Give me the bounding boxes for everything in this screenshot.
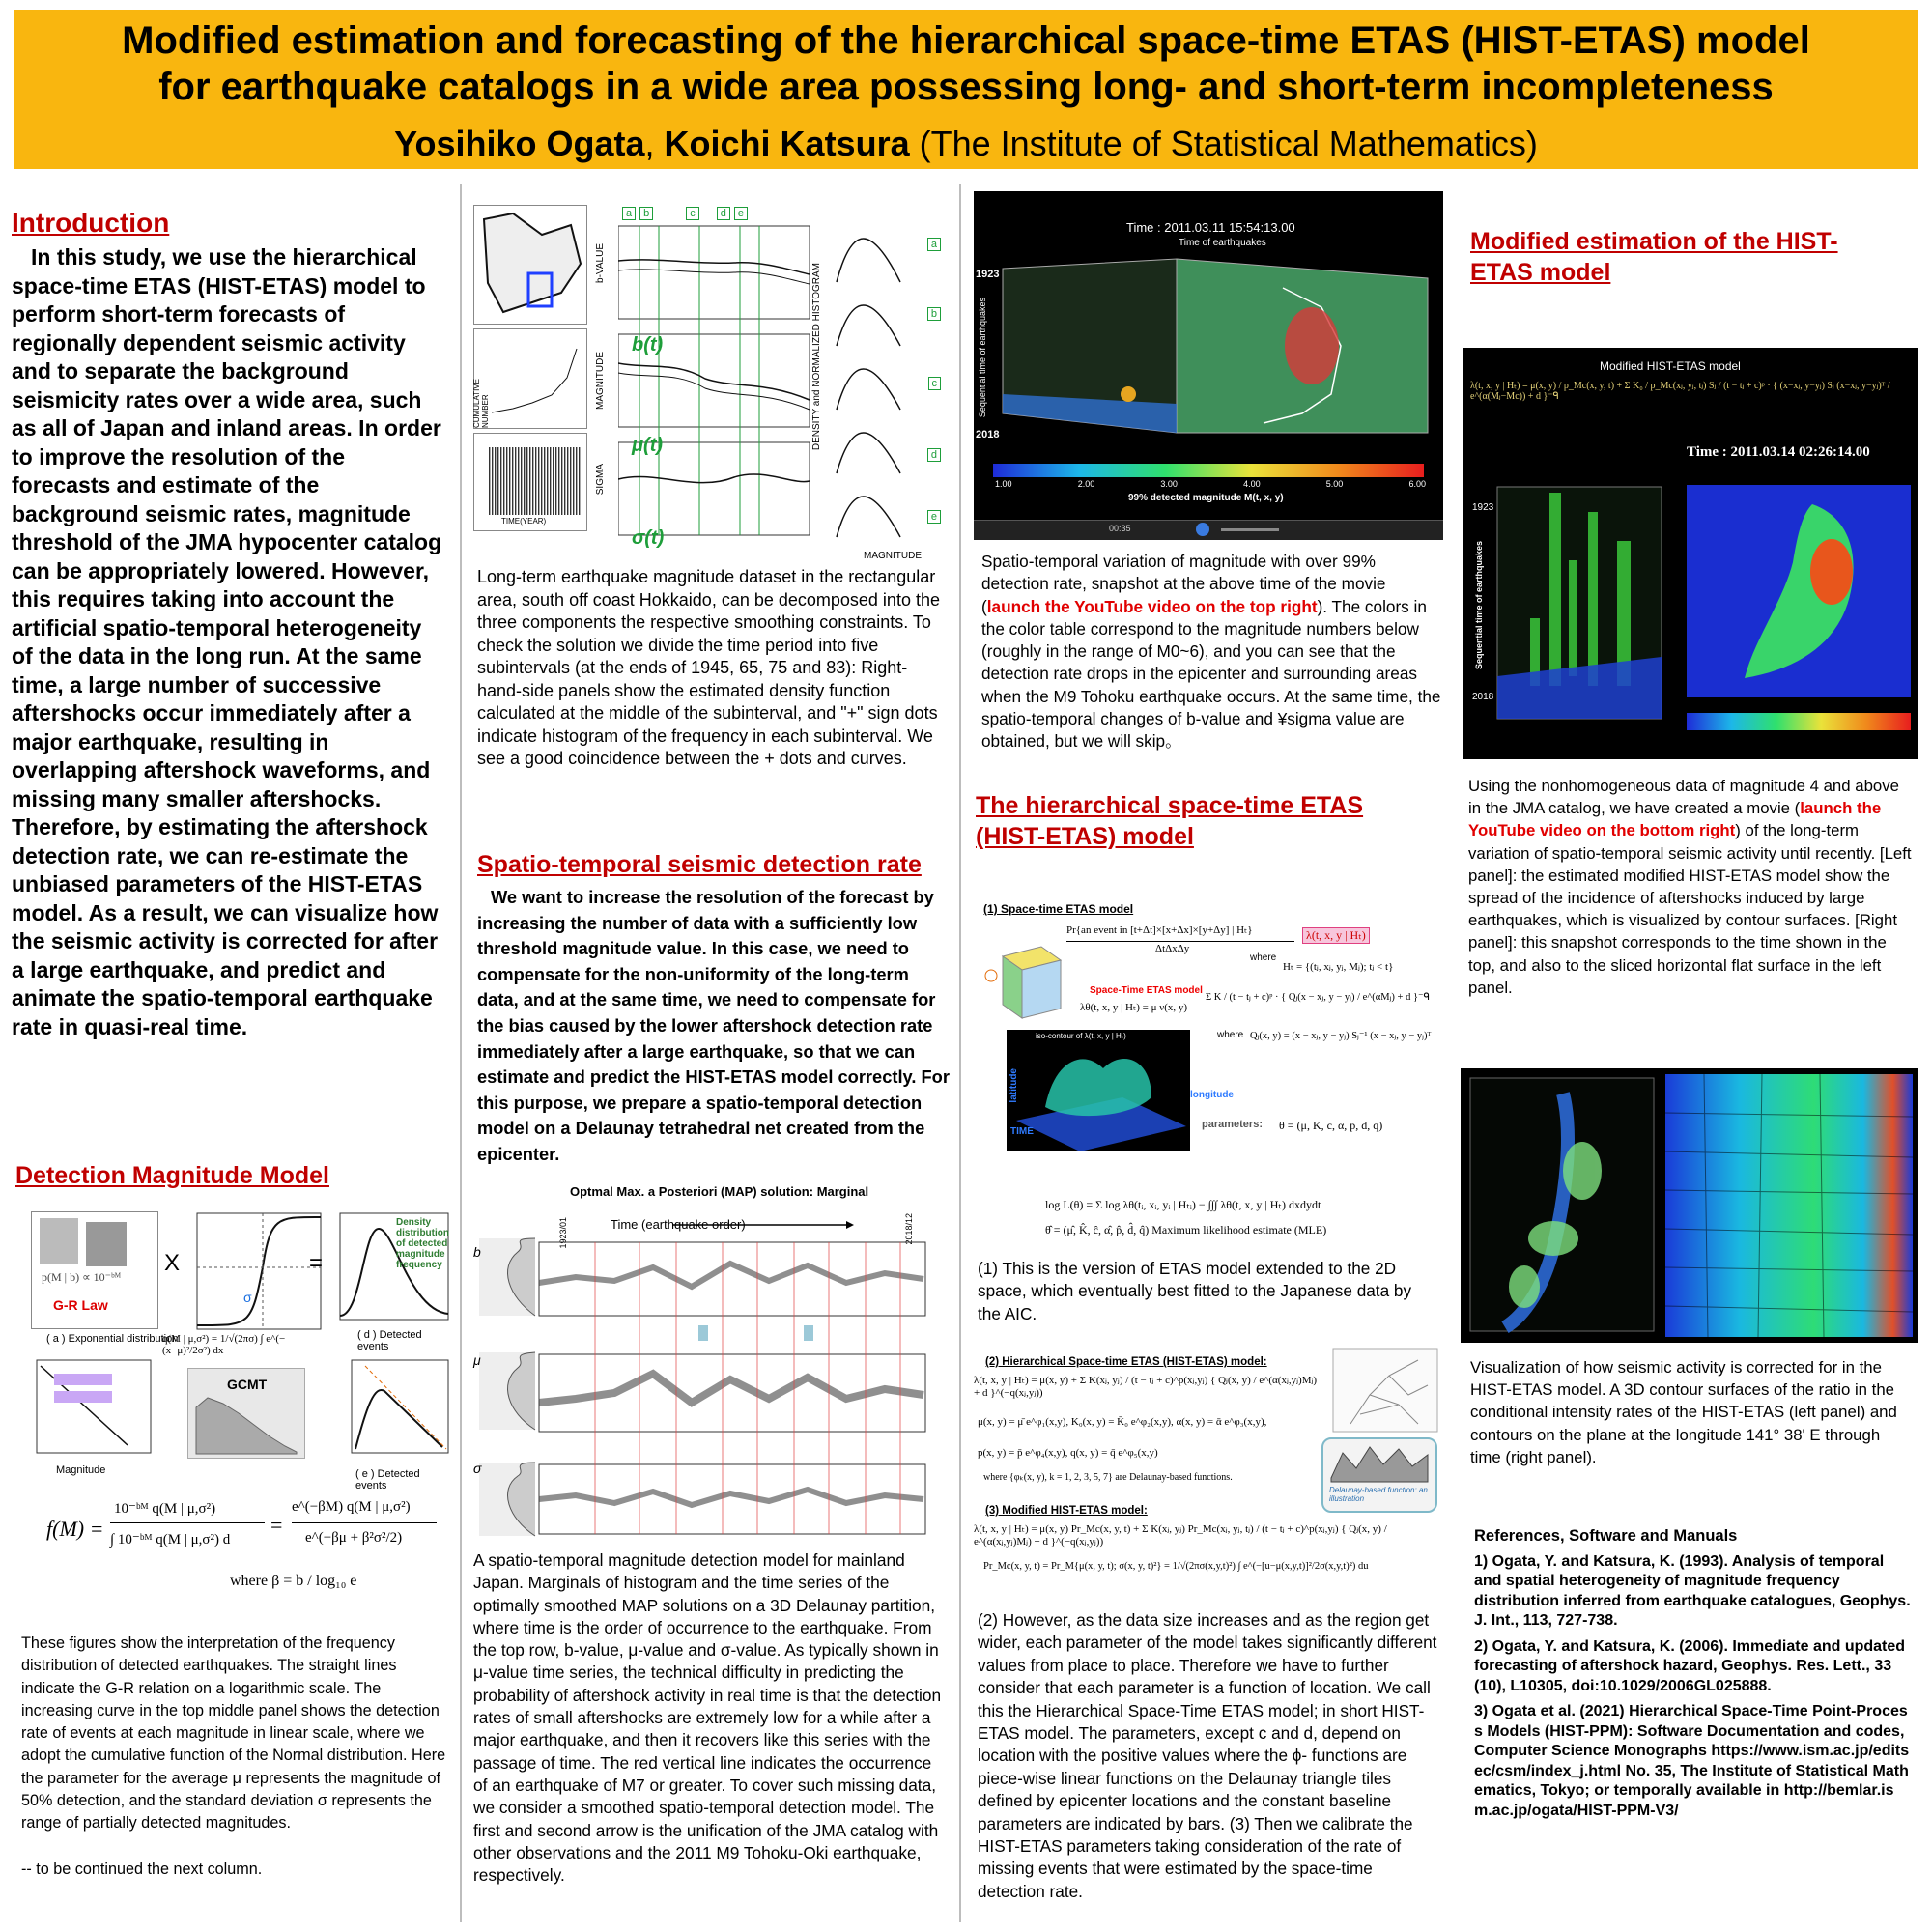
gcmt-shape	[196, 1398, 297, 1454]
density-axis-label: DENSITY and NORMALIZED HISTOGRAM	[811, 263, 822, 451]
detection-model-section	[15, 1161, 450, 1190]
intensity-map	[1687, 485, 1911, 697]
continued-note: -- to be continued the next column.	[21, 1860, 263, 1878]
equals-sign: =	[309, 1250, 324, 1276]
arrow-1	[698, 1325, 708, 1341]
start-date: 1923/01	[558, 1217, 568, 1249]
intensity-map-shape	[1687, 485, 1911, 697]
sigma-curve	[618, 474, 810, 483]
caption-d: ( d ) Detected events	[357, 1329, 422, 1352]
row-label-sigma: σ	[473, 1461, 482, 1476]
hist-etas-heading: The hierarchical space-time ETAS (HIST-ETAS) model	[976, 792, 1364, 850]
fraction-bar	[110, 1522, 265, 1523]
high-intensity-area	[1810, 539, 1853, 605]
mod-year-top: 1923	[1472, 502, 1494, 513]
time-arrow-head	[846, 1221, 854, 1229]
fraction-bar	[1066, 941, 1294, 942]
formula-den1: ∫ 10⁻ᵇᴹ q(M | μ,σ²) d	[110, 1532, 231, 1548]
column-divider	[460, 184, 462, 1922]
detection-caption: These figures show the interpretation of the frequency distribution of detected earthquakes. The straight lines indicate the G-R relation on a logarithmic scale. The increasing curve in the top middle panel shows the detection rate of events at each magnitude in linear scale, where we adopt the cumulative function of the Normal distribution. Here the parameter for the average μ represents the magnitude of 50% detection, and the standard deviation σ represents the range of partially detected magnitudes.	[21, 1634, 446, 1833]
cube-right	[1022, 960, 1061, 1018]
caption-e: ( e ) Detected events	[355, 1468, 420, 1492]
hist-para-2: (2) However, as the data size increases and as the region get wider, each parameter of the model takes significantly different values from place to place. Therefore we have to further consider that each parameter is a function of location. We call this the Hierarchical Space-Time ETAS model; in short HIST-ETAS model. The parameters, except c and d, depend on location with the positive values where the ϕ- functions are piece-wise linear functions on the Delaunay triangle tiles defined by epicenter locations and the constant baseline parameters are indicated by bars. (3) Then we calibrate the HIST-ETAS parameters taking consideration of the rate of missing events that were estimated by the space-time detection rate.	[978, 1610, 1437, 1901]
gcmt-histogram	[187, 1368, 305, 1459]
sigma-t-label: σ(t)	[632, 527, 665, 549]
longitude-label: longitude	[1190, 1090, 1234, 1100]
bar-field	[488, 447, 582, 515]
b-t-label: b(t)	[632, 334, 664, 355]
mu-curve	[618, 363, 810, 400]
scale-tick: 3.00	[1160, 479, 1178, 489]
gr-law-panel	[31, 1211, 158, 1329]
title-line-1: Modified estimation and forecasting of the hierarchical space-time ETAS (HIST-ETAS) model	[122, 19, 1810, 62]
times-sign: X	[164, 1250, 181, 1276]
log-frequency-plot	[346, 1356, 452, 1464]
title-banner	[14, 10, 1918, 169]
detected-frequency-formula	[46, 1492, 452, 1569]
where-label-2: where	[1217, 1030, 1244, 1040]
youtube-link-bottom-right[interactable]: launch the YouTube video on the bottom right	[1468, 799, 1882, 840]
references-section	[1474, 1526, 1911, 1827]
interval-label: a	[622, 207, 636, 220]
sigma-row	[479, 1463, 925, 1536]
introduction-heading: Introduction	[12, 208, 170, 238]
cdf-formula: q(M | μ,σ²) = 1/√(2πσ) ∫ e^(−(x−μ)²/2σ²) dx	[162, 1333, 286, 1356]
hist-etas-section	[976, 790, 1420, 852]
density-label: Density distribution of detected magnitude frequency	[396, 1217, 449, 1270]
scale-ticks	[995, 479, 1426, 489]
interval-label: b	[639, 207, 653, 220]
spatio-temporal-section	[477, 850, 951, 1168]
modified-eq-a: λ(t, x, y | Hₜ) = μ(x, y) Pr_Mc(x, y, t) + Σ K(xⱼ, yⱼ) Pr_Mc(xⱼ, yⱼ, tⱼ) / (t − tⱼ + c)^p(xⱼ,yⱼ) { Qⱼ(x, y) / e^(α(xⱼ,yⱼ)Mⱼ) + d }^(−q(xⱼ,yⱼ))	[974, 1523, 1387, 1548]
reference-item: 1) Ogata, Y. and Katsura, K. (1993). Analysis of temporal and spatial heterogeneity of magnitude frequency distribution inferred from earthquake catalogues, Geophys. J. Int., 113, 727-738.	[1474, 1552, 1911, 1629]
reference-item: 2) Ogata, Y. and Katsura, K. (2006). Immediate and updated forecasting of aftershock hazard, Geophys. Res. Lett., 33 (10), L10305, doi:10.1029/2006GL025888.	[1474, 1637, 1906, 1694]
modified-estimation-section	[1470, 226, 1895, 288]
mle-formula: θ̂ = (μ̂, K̂, ĉ, α̂, p̂, d̂, q̂) Maximum likelihood estimate (MLE)	[1045, 1223, 1327, 1236]
scale-label: 99% detected magnitude M(t, x, y)	[1128, 493, 1284, 503]
cumulative-axis-label: CUMULATIVE NUMBER	[472, 379, 490, 428]
modified-estimation-heading: Modified estimation of the HIST-ETAS model	[1470, 228, 1838, 286]
cdf-curve	[197, 1217, 324, 1325]
modified-time: Time : 2011.03.14 02:26:14.00	[1687, 444, 1870, 460]
reference-item: 3) Ogata et al. (2021) Hierarchical Space-Time Point-Process Models (HIST-PPM): Software Documentation and codes, Computer Science Monographs https://www.ism.ac.jp/editsec/csm/index_j.html No. 35, The Institute of Statistical Mathematics, Tokyo; or temporally available in http://bemlar.ism.ac.jp/ogata/HIST-PPM-V3/	[1474, 1703, 1910, 1819]
scale-tick: 4.00	[1243, 479, 1261, 489]
formula-box	[54, 1374, 112, 1385]
ratio-3d-volume	[1466, 1074, 1660, 1337]
author-1: Yosihiko Ogata	[394, 124, 645, 163]
spatio-temporal-body: We want to increase the resolution of the forecast by increasing the number of data with a sufficiently low threshold magnitude value. In this case, we need to compensate for the non-uniformity of the long-term data, and at the same time, we need to compensate for the bias caused by the lower aftershock detection rate immediately after a large earthquake, so that we can estimate and predict the HIST-ETAS model correctly. For this purpose, we prepare a spatio-temporal detection model on a Delaunay tetrahedral net created from the epicenter.	[477, 887, 950, 1164]
detection-rate-plot	[182, 1209, 327, 1345]
magnitude-axis-label: MAGNITUDE	[595, 352, 606, 410]
hokkaido-map	[473, 205, 587, 325]
portrait-photo	[86, 1222, 127, 1266]
arrow-2	[804, 1325, 813, 1341]
density-panels	[833, 224, 945, 549]
author-separator: ,	[644, 124, 665, 163]
time-axis-label: Time (earthquake order)	[611, 1217, 746, 1232]
latitude-label: latitude	[1009, 1068, 1019, 1103]
youtube-link-top-right[interactable]: launch the YouTube video on the top right	[986, 596, 1318, 616]
history-formula: Hₜ = {(tⱼ, xⱼ, yⱼ, Mⱼ); tⱼ < t}	[1283, 961, 1394, 973]
low-detection-area	[1285, 307, 1339, 384]
density-labels	[833, 224, 945, 549]
density-label: c	[928, 377, 942, 390]
spatio-temporal-heading: Spatio-temporal seismic detection rate	[477, 851, 922, 878]
modified-fig-title: Modified HIST-ETAS model	[1600, 359, 1741, 373]
formula-num2: e^(−βM) q(M | μ,σ²)	[292, 1499, 411, 1515]
author-2: Koichi Katsura	[664, 124, 910, 163]
scale-tick: 5.00	[1325, 479, 1344, 489]
time-axis: TIME	[1010, 1126, 1034, 1137]
modified-eq-b: Pr_Mc(x, y, t) = Pr_M{μ(x, y, t); σ(x, y, t)²} = 1/√(2πσ(x,y,t)²) ∫ e^(−[u−μ(x,y,t)]²/2σ(x,y,t)²) du	[983, 1561, 1369, 1572]
sum-term: Σ K / (t − tⱼ + c)ᵖ · { Qⱼ(x − xⱼ, y − yⱼ) / e^(αMⱼ) + d }⁻ᑫ	[1206, 992, 1431, 1003]
log-likelihood: log L(θ) = Σ log λθ(tᵢ, xᵢ, yᵢ | Hₜᵢ) − ∫∫∫ λθ(t, x, y | Hₜ) dxdydt	[1045, 1198, 1321, 1211]
introduction-body: In this study, we use the hierarchical space-time ETAS (HIST-ETAS) model to perform short-term forecasts of regionally dependent seismic activity and to separate the background seismicity rates over a wide area, such as all of Japan and inland areas. In order to improve the resolution of the forecasts and estimate of the background seismic rates, magnitude threshold of the JMA hypocenter catalog can be appropriately lowered. However, this requires taking into account the artificial spatio-temporal heterogeneity of the data in the long run. At the same time, a large number of successive aftershocks occur immediately after a major earthquake, resulting in overlapping aftershock waveforms, and missing many smaller aftershocks. Therefore, by estimating the aftershock detection rate, we can re-estimate the unbiased parameters of the HIST-ETAS model. As a result, we can visualize how the seismic activity is corrected for after a large earthquake, and predict and animate the spatio-temporal earthquake rate in quasi-real time.	[12, 244, 442, 1039]
subheading-3: (3) Modified HIST-ETAS model:	[985, 1505, 1148, 1517]
title-line-2: for earthquake catalogs in a wide area possessing long- and short-term incompleteness	[158, 66, 1774, 108]
isocontour-shape	[1007, 1030, 1190, 1151]
map-solution-title: Optmal Max. a Posteriori (MAP) solution: Marginal	[570, 1184, 869, 1199]
hist-eq-d: where {φₖ(x, y), k = 1, 2, 3, 5, 7} are Delaunay-based functions.	[983, 1472, 1233, 1483]
hist-eq-b: μ(x, y) = μ̄ e^φ₁(x,y), K₀(x, y) = K̄₀ e^φ₂(x,y), α(x, y) = ᾱ e^φ₃(x,y),	[978, 1416, 1267, 1428]
formula-num1: 10⁻ᵇᴹ q(M | μ,σ²)	[114, 1501, 216, 1517]
axis-magnitude: Magnitude	[56, 1464, 106, 1476]
3d-magnitude-volume	[993, 249, 1437, 442]
map-outline	[474, 206, 586, 324]
conditional-intensity: λ(t, x, y | Hₜ)	[1302, 927, 1370, 944]
density-label: e	[927, 510, 941, 524]
cumulative-plot	[473, 328, 587, 429]
density-label: a	[927, 238, 941, 251]
interval-label: c	[686, 207, 699, 220]
fraction-bar	[292, 1522, 437, 1523]
delaunay-surface	[1323, 1439, 1435, 1488]
isocontour-plot	[1007, 1030, 1190, 1151]
iso-surface	[1045, 1059, 1151, 1116]
delaunay-illustration	[1321, 1437, 1437, 1513]
map-frame	[1333, 1349, 1437, 1432]
mainshock-marker	[1121, 386, 1136, 402]
coastline	[484, 213, 581, 312]
modified-3d-volume	[1492, 483, 1675, 744]
map-solution-plot	[469, 1209, 952, 1540]
interval-label: d	[717, 207, 730, 220]
ratio-caption: Visualization of how seismic activity is corrected for in the HIST-ETAS model. A 3D contour surfaces of the ratio in the conditional intensity rates of the HIST-ETAS (left panel) and contours on the plane at the longitude 141° 38' E through time (right panel).	[1470, 1358, 1897, 1466]
b-axis-label: b-VALUE	[595, 243, 606, 283]
where-label: where	[1250, 952, 1277, 963]
introduction-section	[12, 207, 446, 1041]
scale-tick: 2.00	[1077, 479, 1095, 489]
mu-t-label: μ(t)	[632, 435, 664, 456]
movie1-caption-post: ). The colors in the color table correspond to the magnitude numbers below (roughly in the range of M0~6), and you can see that the detection rate drops in the epicenter and surrounding areas when the M9 Tohoku earthquake occurs. At the same time, the spatio-temporal changes of b-value and ¥sigma value are obtained, but we will skip。	[981, 596, 1441, 752]
affiliation: (The Institute of Statistical Mathematics)	[909, 124, 1538, 163]
parameters-label: parameters:	[1202, 1119, 1263, 1130]
modified-formula: λ(t, x, y | Hₜ) = μ(x, y) / p_Mc(x, y, t) + Σ K₀ / p_Mc(xⱼ, yⱼ, tⱼ) Sⱼ / (t − tⱼ + c)ᵖ · { (x−xⱼ, y−yⱼ) Sⱼ (x−xⱼ, y−yⱼ)ᵀ / e^(α(Mⱼ−Mc)) + d }⁻ᑫ	[1470, 381, 1890, 402]
density-label: d	[927, 448, 941, 462]
interval-labels	[622, 207, 748, 220]
ratio-visualization	[1461, 1068, 1918, 1343]
volume-slider[interactable]	[1221, 528, 1279, 531]
sigma-mark: σ	[243, 1290, 252, 1305]
map-solution-caption: A spatio-temporal magnitude detection model for mainland Japan. Marginals of histogram and the time series of the optimally smoothed MAP solutions on a 3D Delaunay partition, where time is the order of occurrence to the earthquake. From the top row, b-value, μ-value and σ-value. As typically shown in μ-value time series, the technical difficulty in predicting the probability of aftershock activity in real time is that the detection rates of small aftershocks are extremely low for a while after a major earthquake, and then it recovers like this series with the passage of time. The red vertical line indicates the occurrence of an earthquake of M7 or greater. To cover such missing data, we consider a smoothed spatio-temporal detection model. The first and second arrow is the unification of the JMA catalog with other observations and the 2011 M9 Tohoku-Oki earthquake, respectively.	[473, 1550, 942, 1886]
st-model-label: Space-Time ETAS model	[1090, 985, 1203, 996]
long-term-caption: Long-term earthquake magnitude dataset in the rectangular area, south off coast Hokkaido, can be decomposed into the three components the respective smoothing constraints. To check the solution we divide the time period into five subintervals (at the ends of 1945, 65, 75 and 83): Right-hand-side panels show the estimated density function calculated at the middle of the subinterval, and "+" sign dots indicate histogram of the frequency in each subinterval. We see a good coincidence between the + dots and curves.	[477, 567, 940, 768]
hist-para-1: (1) This is the version of ETAS model extended to the 2D space, which eventually best fitted to the Japanese data by the AIC.	[978, 1259, 1412, 1323]
prob-denominator: ΔtΔxΔy	[1155, 943, 1190, 954]
modified-caption	[1468, 775, 1915, 999]
gr-dashed-line	[365, 1366, 446, 1449]
scale-tick: 1.00	[995, 479, 1012, 489]
cumulative-number-plot	[31, 1356, 156, 1463]
modified-caption-pre: Using the nonhomogeneous data of magnitude 4 and above in the JMA catalog, we have created a movie (	[1468, 777, 1899, 818]
ratio-contour-lines	[1665, 1074, 1913, 1337]
cumulative-line	[492, 349, 577, 412]
mu-row	[479, 1325, 925, 1432]
interval-label: e	[734, 207, 748, 220]
b-band	[618, 270, 810, 284]
movie1-caption	[981, 551, 1443, 753]
intensity-color-scale	[1687, 713, 1911, 730]
time-axis-label: TIME(YEAR)	[501, 517, 547, 526]
formula-box	[54, 1391, 112, 1403]
log-curve	[355, 1390, 442, 1449]
map-solution-figure	[469, 1180, 952, 1540]
subheading-2: (2) Hierarchical Space-time ETAS (HIST-ETAS) model:	[985, 1356, 1267, 1368]
caption-a: ( a ) Exponential distribution	[46, 1333, 179, 1345]
play-button-icon[interactable]	[1196, 523, 1209, 536]
row-label-mu: μ	[473, 1352, 481, 1368]
portrait-photo	[40, 1218, 78, 1264]
gr-formula: p(M | b) ∝ 10⁻ᵇᴹ	[42, 1270, 122, 1284]
quadratic-form: Qⱼ(x, y) = (x − xⱼ, y − yⱼ) Sⱼ⁻¹ (x − xⱼ, y − yⱼ)ᵀ	[1250, 1031, 1432, 1041]
magnitude-timeseries	[473, 433, 587, 531]
sigma-axis-label: SIGMA	[595, 464, 606, 496]
movie-subtitle: Time of earthquakes	[1179, 238, 1266, 248]
density-label: b	[927, 307, 941, 321]
scale-tick: 6.00	[1408, 479, 1426, 489]
space-time-etas-figure	[974, 898, 1443, 1285]
subheading-1: (1) Space-time ETAS model	[983, 902, 1134, 916]
magnitude-movie-snapshot[interactable]	[974, 191, 1443, 539]
plot-frame	[197, 1213, 324, 1329]
cumulative-curve	[474, 329, 586, 428]
gr-law-label: G-R Law	[53, 1297, 108, 1313]
ratio-contour-plane	[1665, 1074, 1913, 1337]
poster-title	[14, 17, 1918, 110]
b-row	[479, 1238, 925, 1316]
video-player-bar[interactable]	[974, 520, 1443, 540]
delaunay-note: Delaunay-based function: an illustration	[1329, 1486, 1428, 1503]
hist-eq-a: λ(t, x, y | Hₜ) = μ(x, y) + Σ K(xⱼ, yⱼ) / (t − tⱼ + c)^p(xⱼ,yⱼ) { Qⱼ(x, y) / e^(α(xⱼ,yⱼ)Mⱼ) + d }^(−q(xⱼ,yⱼ))	[974, 1375, 1318, 1399]
parameter-timeseries	[618, 208, 811, 549]
column-divider	[959, 184, 961, 1922]
modified-hist-etas-movie[interactable]	[1463, 348, 1918, 759]
delaunay-map	[1331, 1347, 1439, 1434]
movie-time: Time : 2011.03.11 15:54:13.00	[1126, 220, 1295, 235]
detection-model-heading: Detection Magnitude Model	[15, 1162, 329, 1189]
contour-lines	[1665, 1074, 1913, 1337]
mod-y-label: Sequential time of earthquakes	[1474, 541, 1484, 670]
references-heading: References, Software and Manuals	[1474, 1527, 1738, 1545]
parameter-curves	[618, 218, 811, 545]
year-bottom: 2018	[976, 429, 1000, 440]
clock-icon	[985, 970, 997, 981]
hist-eq-c: p(x, y) = p̄ e^φ₄(x,y), q(x, y) = q̄ e^φ₅(x,y)	[978, 1447, 1158, 1459]
formula-lhs: f(M) =	[46, 1517, 104, 1541]
formula-equals: =	[270, 1513, 283, 1537]
detection-caption-block	[21, 1633, 446, 1881]
modified-caption-post: ) of the long-term variation of spatio-temporal seismic activity until recently. [Left panel]: the estimated modified HIST-ETAS model show the spread of the incidence of aftershocks induced by large earthquakes, which is visualized by contour surfaces. [Right panel]: this snapshot corresponds to the time shown in the top, and also to the sliced horizontal flat surface in the left panel.	[1468, 821, 1912, 997]
movie-y-label: Sequential time of earthquakes	[978, 298, 987, 418]
detection-model-figure	[17, 1202, 452, 1607]
lambda-zero: λθ(t, x, y | Hₜ) = μ ν(x, y)	[1080, 1002, 1188, 1013]
formula-den2: e^(−βμ + β²σ²/2)	[305, 1530, 403, 1546]
year-top: 1923	[976, 269, 1000, 280]
mod-year-bottom: 2018	[1472, 692, 1494, 702]
author-line	[14, 124, 1918, 164]
row-label-b: b	[473, 1244, 481, 1260]
gcmt-label: GCMT	[227, 1377, 268, 1392]
end-date: 2018/12	[904, 1213, 914, 1245]
beta-definition: where β = b / log₁₀ e	[230, 1573, 357, 1589]
theta-vector: θ = (μ, K, c, α, p, d, q)	[1279, 1119, 1383, 1132]
player-time: 00:35	[1109, 524, 1131, 533]
space-time-cube	[983, 927, 1070, 1024]
movie1-caption-pre: Spatio-temporal variation of magnitude with over 99% detection rate, snapshot at the above time of the movie (	[981, 552, 1386, 616]
magnitude-color-scale	[993, 464, 1424, 477]
density-magnitude-label: MAGNITUDE	[864, 551, 922, 561]
surface-shape	[1331, 1447, 1428, 1482]
prob-formula: Pr{an event in [t+Δt]×[x+Δx]×[y+Δy] | Hₜ}	[1066, 924, 1253, 936]
magnitude-bars	[474, 434, 586, 530]
isocontour-label: iso-contour of λ(t, x, y | Hₜ)	[1036, 1032, 1126, 1040]
hist-etas-equations	[974, 1347, 1443, 1607]
long-term-figure	[473, 205, 952, 562]
